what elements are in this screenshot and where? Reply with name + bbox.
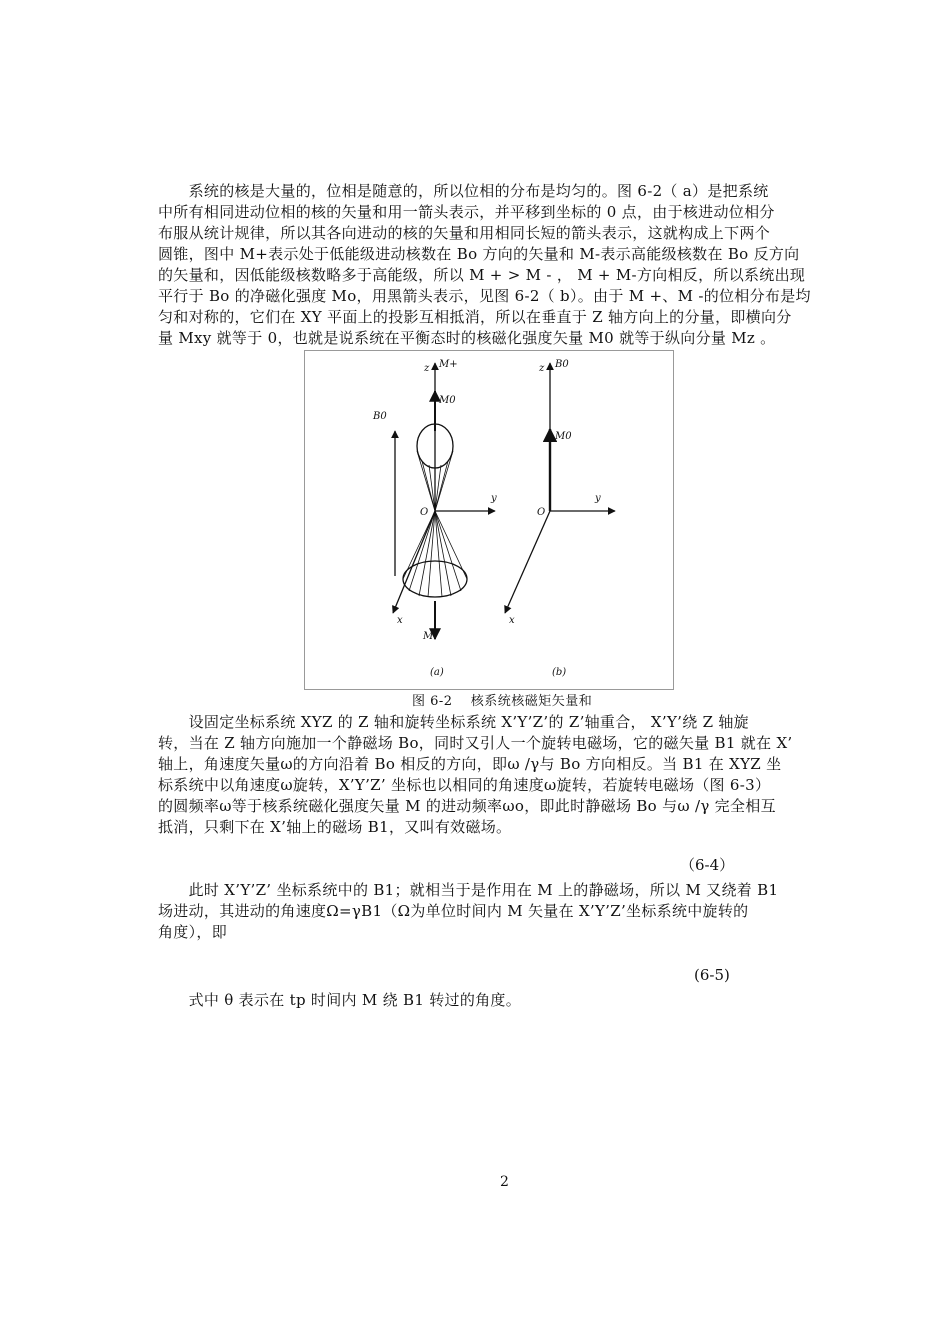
- figure-6-2: [304, 350, 674, 690]
- text-line: 匀和对称的，它们在 XY 平面上的投影互相抵消，所以在垂直于 Z 轴方向上的分量，即横向分: [158, 308, 792, 326]
- text-line: 的矢量和，因低能级核数略多于高能级，所以 M + > M - ， M + M-方向相反，所以系统出现: [158, 266, 806, 284]
- label-m-plus: M+: [439, 359, 458, 370]
- paragraph-precession: [158, 880, 798, 943]
- text-line: 平行于 Bo 的净磁化强度 Mo，用黑箭头表示，见图 6-2（ b）。由于 M +、M -的位相分布是均: [158, 287, 811, 305]
- panel-b: [505, 363, 615, 613]
- label-z-a: z: [424, 363, 430, 374]
- label-o-b: O: [537, 507, 546, 518]
- text-line: 标系统中以角速度ω旋转，X’Y’Z’ 坐标也以相同的角速度ω旋转，若旋转电磁场（图 6-3）: [158, 776, 771, 794]
- text-line: 抵消，只剩下在 X’轴上的磁场 B1，又叫有效磁场。: [158, 818, 512, 836]
- label-sub-a: (a): [430, 667, 444, 678]
- x-axis-b: [505, 511, 550, 613]
- text-line: 布服从统计规律，所以其各向进动的核的矢量和用相同长短的箭头表示，这就构成上下两个: [158, 224, 771, 242]
- vector-diagram: [305, 351, 673, 689]
- text-line: 中所有相同进动位相的核的矢量和用一箭头表示，并平移到坐标的 0 点，由于核进动位相分: [158, 203, 775, 221]
- equation-number-6-5: (6-5): [694, 966, 730, 984]
- label-m0-b: M0: [555, 431, 572, 442]
- label-z-b: z: [539, 363, 545, 374]
- text-line: 系统的核是大量的，位相是随意的，所以位相的分布是均匀的。图 6-2（ a）是把系统: [158, 182, 769, 200]
- text-line: 转，当在 Z 轴方向施加一个静磁场 Bo，同时又引人一个旋转电磁场，它的磁矢量 B1 就在 X’: [158, 734, 793, 752]
- label-x-a: x: [397, 615, 403, 626]
- label-m-minus: M-: [423, 631, 437, 642]
- text-line: 角度），即: [158, 923, 228, 941]
- page-number: 2: [500, 1174, 509, 1190]
- paragraph-cone-description: [158, 181, 811, 349]
- label-b1-b: B0: [555, 359, 569, 370]
- text-line: 量 Mxy 就等于 0，也就是说系统在平衡态时的核磁化强度矢量 M0 就等于纵向分量 Mz 。: [158, 329, 776, 347]
- figure-caption: 图 6-2 核系统核磁矩矢量和: [412, 694, 593, 709]
- label-b0-a: B0: [373, 411, 387, 422]
- text-line: 设固定坐标系统 XYZ 的 Z 轴和旋转坐标系统 X’Y’Z’的 Z’轴重合， X’Y’绕 Z 轴旋: [158, 713, 749, 731]
- text-line: 的圆频率ω等于核系统磁化强度矢量 M 的进动频率ωo，即此时静磁场 Bo 与ω /γ 完全相互: [158, 797, 776, 815]
- label-y-b: y: [595, 493, 601, 504]
- text-line: 式中 θ 表示在 tp 时间内 M 绕 B1 转过的角度。: [158, 991, 522, 1009]
- label-x-b: x: [509, 615, 515, 626]
- text-line: 场进动，其进动的角速度Ω=γB1（Ω为单位时间内 M 矢量在 X’Y’Z’坐标系统中旋转的: [158, 902, 749, 920]
- label-o-a: O: [420, 507, 429, 518]
- label-y-a: y: [491, 493, 497, 504]
- text-line: 圆锥，图中 M+表示处于低能级进动核数在 Bo 方向的矢量和 M-表示高能级核数在 Bo 反方向: [158, 245, 800, 263]
- text-line: 此时 X’Y’Z’ 坐标系统中的 B1；就相当于是作用在 M 上的静磁场，所以 M 又绕着 B1: [158, 881, 779, 899]
- paragraph-angle-definition: [158, 990, 798, 1011]
- label-sub-b: (b): [552, 667, 567, 678]
- text-line: 轴上，角速度矢量ω的方向沿着 Bo 相反的方向，即ω /γ与 Bo 方向相反。当 B1 在 XYZ 坐: [158, 755, 782, 773]
- lower-cone-lines: [403, 511, 467, 597]
- x-axis-a: [393, 511, 435, 613]
- label-m0-a: M0: [439, 395, 456, 406]
- paragraph-rotating-frame: [158, 712, 798, 838]
- equation-number-6-4: （6-4）: [680, 856, 735, 874]
